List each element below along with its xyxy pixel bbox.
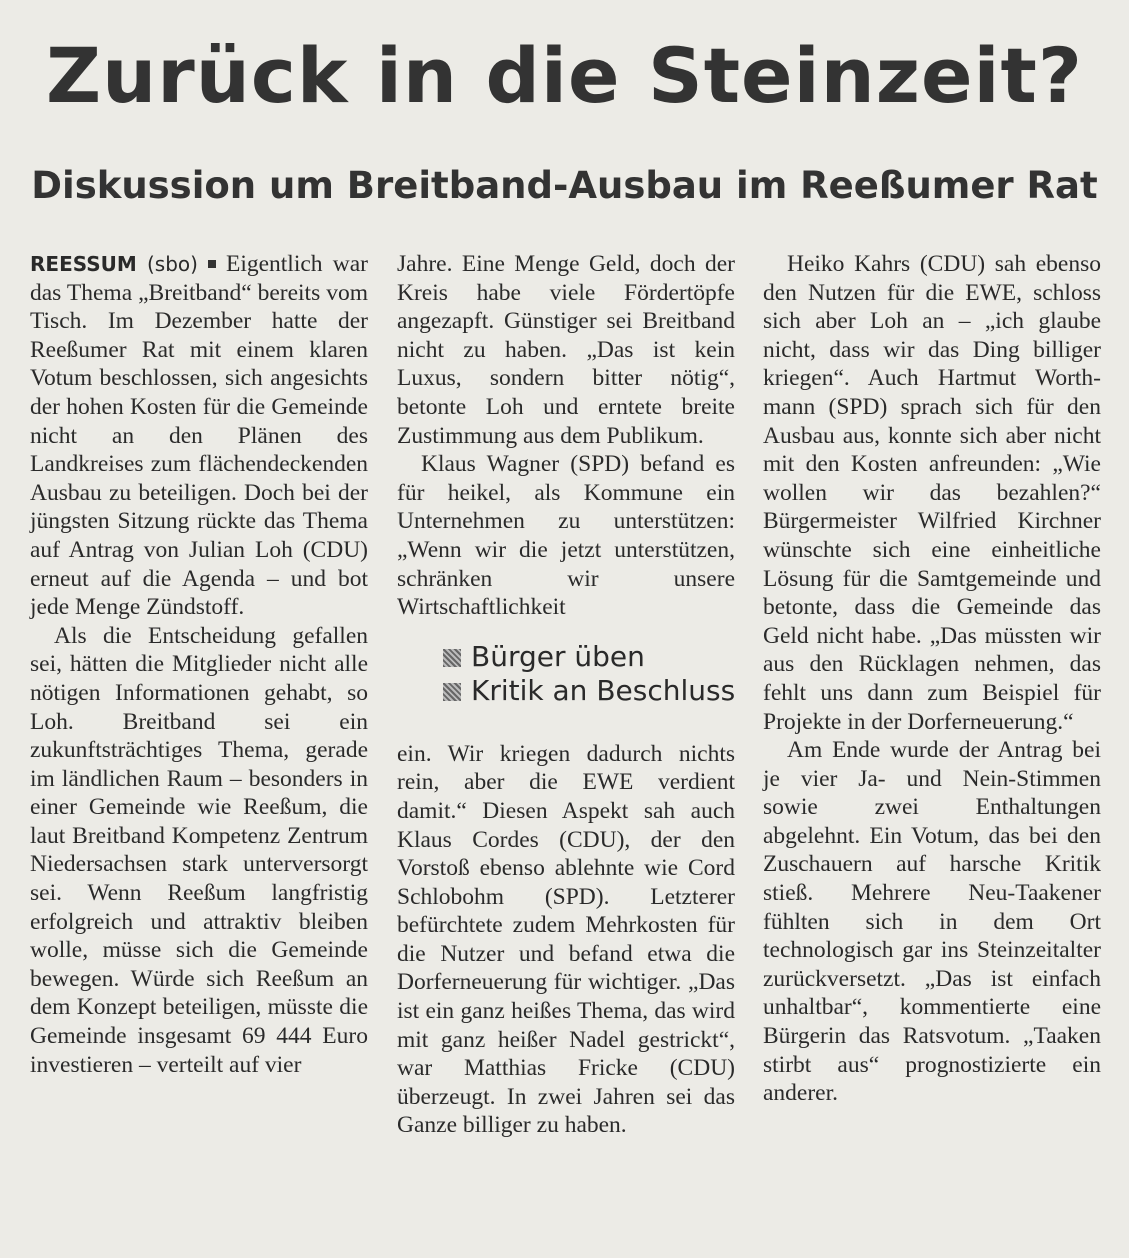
pull-quote: [443, 640, 735, 708]
paragraph: Jahre. Eine Menge Geld, doch der Kreis habe viele Fördertöpfe angezapft. Günstiger sei Breitband nicht zu haben. „Das ist kein Luxus, sondern bitter nötig“, betonte Loh und erntete breite Zustimmung aus dem Publikum.: [397, 251, 735, 449]
column-3: [763, 250, 1101, 1108]
source-tag: (sbo): [147, 252, 198, 276]
pull-quote-text: Kritik an Beschluss: [471, 673, 736, 707]
subheadline: Diskussion um Breitband-Ausbau im Reeßumer Rat: [31, 164, 1098, 207]
pull-quote-line: [443, 640, 735, 674]
bullet-icon: [208, 260, 216, 268]
column-2: [397, 250, 735, 1140]
headline: Zurück in die Steinzeit?: [46, 31, 1083, 120]
pull-quote-text: Bürger üben: [471, 639, 645, 673]
paragraph: [30, 250, 368, 622]
square-bullet-icon: [443, 683, 461, 701]
dateline: REESSUM: [30, 252, 137, 276]
paragraph: Klaus Wagner (SPD) befand es für heikel, als Kommune ein Unternehmen zu unterstützen: „Wenn wir die jetzt unterstützen, schränken wir unsere Wirtschaftlichkeit: [397, 451, 735, 621]
column-1: [30, 250, 368, 1079]
pull-quote-line: [443, 674, 735, 708]
square-bullet-icon: [443, 649, 461, 667]
paragraph-text: Eigentlich war das Thema „Breitband“ bereits vom Tisch. Im Dezember hatte der Reeßumer Rat mit einem klaren Votum beschlossen, sich angesichts der hohen Kosten für die Gemeinde nicht an den Plänen des Landkreises zum flächendeckenden Ausbau zu beteiligen. Doch bei der jüngsten Sitzung rückte das Thema auf Antrag von Julian Loh (CDU) erneut auf die Agenda – und bot jede Menge Zündstoff.: [30, 251, 368, 621]
paragraph: Als die Entscheidung gefallen sei, hätten die Mitglieder nicht alle nötigen Informationen gehabt, so Loh. Breitband sei ein zukunftsträchtiges Thema, gerade im ländlichen Raum – besonders in einer Gemeinde wie Reeßum, die laut Breitband Kompetenz Zentrum Niedersachsen stark unterversorgt sei. Wenn Reeßum langfristig erfolgreich und attraktiv bleiben wolle, müsse sich die Gemeinde bewegen. Würde sich Reeßum an dem Konzept beteiligen, müsste die Gemeinde insgesamt 69 444 Euro investieren – verteilt auf vier: [30, 622, 368, 1078]
paragraph: ein. Wir kriegen dadurch nichts rein, aber die EWE verdient damit.“ Diesen Aspekt sah auch Klaus Cordes (CDU), der den Vorstoß ebenso ablehnte wie Cord Schlobohm (SPD). Letzterer befürchtete zudem Mehrkosten für die Nutzer und befand etwa die Dorferneuerung für wichtiger. „Das ist ein ganz heißes Thema, das wird mit ganz heißer Nadel gestrickt“, war Matthias Fricke (CDU) überzeugt. In zwei Jahren sei das Ganze billiger zu haben.: [397, 740, 735, 1139]
paragraph: Am Ende wurde der Antrag bei je vier Ja- und Nein-Stimmen sowie zwei Enthaltungen abgelehnt. Ein Votum, das bei den Zuschauern auf harsche Kritik stieß. Mehrere Neu-Taakener fühlten sich in dem Ort technologisch gar ins Steinzeitalter zurückversetzt. „Das ist einfach unhaltbar“, kommentierte eine Bürgerin das Ratsvotum. „Taaken stirbt aus“ prognostizierte ein anderer.: [763, 737, 1101, 1107]
paragraph: Heiko Kahrs (CDU) sah ebenso den Nutzen für die EWE, schloss sich aber Loh an – „ich glaube nicht, dass wir das Ding billiger kriegen“. Auch Hartmut Worthmann (SPD) sprach sich für den Ausbau aus, konnte sich aber nicht mit den Kosten anfreunden: „Wie wollen wir das bezahlen?“ Bürgermeister Wilfried Kirchner wünschte sich eine einheitliche Lösung für die Samtgemeinde und betonte, dass die Gemeinde das Geld nicht habe. „Das müssten wir aus den Rücklagen nehmen, das fehlt uns dann zum Beispiel für Projekte in der Dorferneuerung.“: [763, 251, 1101, 735]
